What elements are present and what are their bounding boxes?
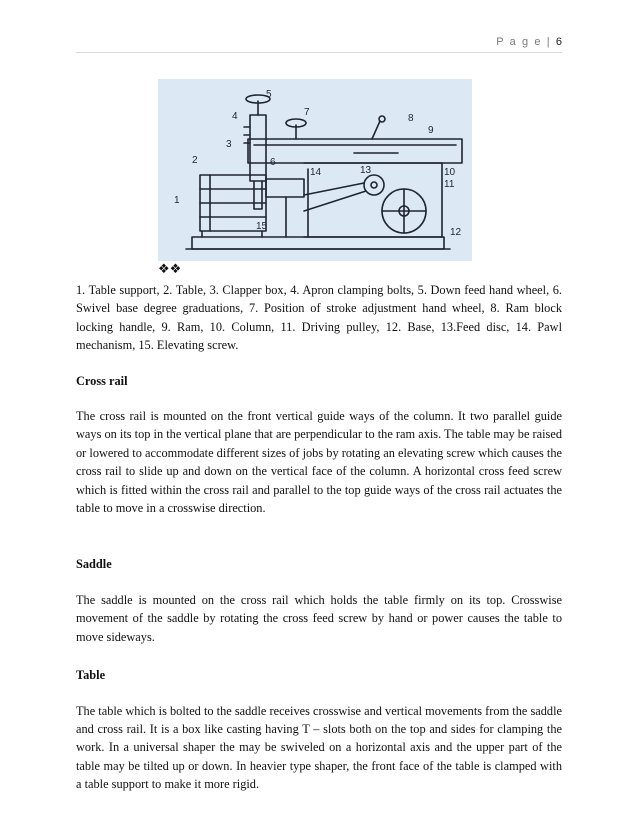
page-separator: |: [546, 36, 552, 48]
callout-9: 9: [428, 125, 434, 136]
callout-4: 4: [232, 111, 238, 122]
paragraph-cross-rail: The cross rail is mounted on the front vertical guide ways of the column. It two parallel guide ways on its top in the vertical plane that are perpendicular to the ram axis. The table may be raised or lowered to accommodate different sizes of jobs by rotating an elevating screw which causes the cross rail to slide up and down on the vertical face of the column. A horizontal cross feed screw which is fitted within the cross rail and parallel to the top guide ways of the cross rail actuates the table to move in a crosswise direction.: [76, 409, 562, 516]
callout-2: 2: [192, 155, 198, 166]
callout-6: 6: [270, 157, 276, 168]
callout-3: 3: [226, 139, 232, 150]
callout-7: 7: [304, 107, 310, 118]
page-content: [76, 281, 562, 794]
paragraph-table: The table which is bolted to the saddle receives crosswise and vertical movements from the saddle and cross rail. It is a box like casting having T – slots both on the top and sides for clamping the work. In a universal shaper the may be swiveled on a horizontal axis and the upper part of the table may be tilted up or down. In heavier type shaper, the front face of the table is clamped with a table support to make it more rigid.: [76, 703, 562, 792]
figure-caption: 1. Table support, 2. Table, 3. Clapper box, 4. Apron clamping bolts, 5. Down feed hand wheel, 6. Swivel base degree graduations, 7. Position of stroke adjustment hand wheel, 8. Ram block locking handle, 9. Ram, 10. Column, 11. Driving pulley, 12. Base, 13.Feed disc, 14. Pawl mechanism, 15. Elevating screw.: [76, 283, 562, 353]
heading-table: Table: [76, 668, 106, 683]
callout-5: 5: [266, 89, 272, 100]
callout-14: 14: [310, 167, 322, 178]
page-number: 6: [555, 36, 562, 48]
callout-13: 13: [360, 165, 372, 176]
header-rule: [76, 52, 562, 53]
callout-12: 12: [450, 227, 462, 238]
heading-saddle: Saddle: [76, 557, 112, 572]
callout-8: 8: [408, 113, 414, 124]
shaper-machine-figure: [158, 79, 472, 261]
decorative-bullets: ❖❖: [158, 262, 182, 277]
page-header: [496, 36, 562, 48]
callout-10: 10: [444, 167, 456, 178]
shaper-diagram: [158, 79, 472, 261]
callout-15: 15: [256, 221, 268, 232]
callout-11: 11: [444, 179, 455, 190]
callout-1: 1: [174, 195, 180, 206]
page-label: P a g e: [496, 36, 543, 48]
paragraph-saddle: The saddle is mounted on the cross rail which holds the table firmly on its top. Crosswise movement of the saddle by rotating the cross feed screw by hand or power causes the table to move sideways.: [76, 592, 562, 644]
heading-cross-rail: Cross rail: [76, 373, 128, 388]
